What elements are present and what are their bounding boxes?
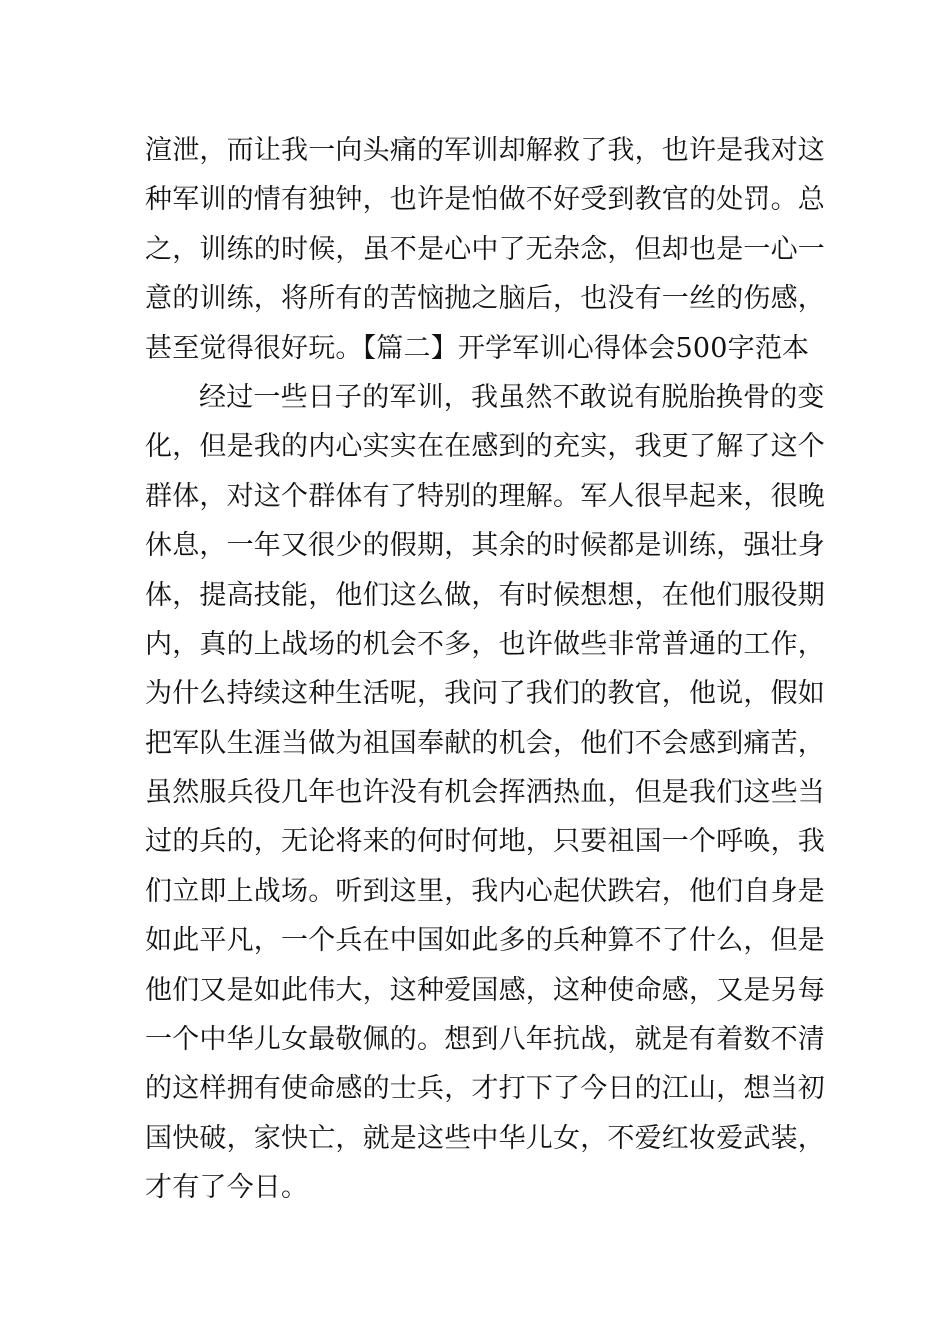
- text-line: 一个中华儿女最敬佩的。想到八年抗战，就是有着数不清: [145, 1024, 825, 1056]
- section-heading-line: 甚至觉得很好玩。【篇二】开学军训心得体会500字范本: [145, 332, 810, 364]
- text-line: 渲泄，而让我一向头痛的军训却解救了我，也许是我对这: [145, 135, 825, 166]
- text-line: 国快破，家快亡，就是这些中华儿女，不爱红妆爱武装，: [145, 1122, 825, 1154]
- text-line: 他们又是如此伟大，这种爱国感，这种使命感，又是另每: [145, 974, 825, 1006]
- text-line: 群体，对这个群体有了特别的理解。军人很早起来，很晚: [145, 480, 825, 512]
- paragraph-first-line: 经过一些日子的军训，我虽然不敢说有脱胎换骨的变: [199, 381, 825, 413]
- text-line: 虽然服兵役几年也许没有机会挥洒热血，但是我们这些当: [145, 777, 825, 809]
- document-body: [145, 126, 825, 1213]
- text-line: 种军训的情有独钟，也许是怕做不好受到教官的处罚。总: [145, 184, 825, 216]
- text-line: 才有了今日。: [145, 1172, 309, 1204]
- text-line: 们立即上战场。听到这里，我内心起伏跌宕，他们自身是: [145, 875, 825, 907]
- text-line: 意的训练，将所有的苦恼抛之脑后，也没有一丝的伤感，: [145, 283, 825, 315]
- text-line: 过的兵的，无论将来的何时何地，只要祖国一个呼唤，我: [145, 826, 825, 858]
- text-line: 把军队生涯当做为祖国奉献的机会，他们不会感到痛苦，: [145, 727, 825, 759]
- text-line: 内，真的上战场的机会不多，也许做些非常普通的工作，: [145, 628, 825, 660]
- text-line: 休息，一年又很少的假期，其余的时候都是训练，强壮身: [145, 530, 825, 562]
- text-line: 如此平凡，一个兵在中国如此多的兵种算不了什么，但是: [145, 925, 825, 957]
- text-line: 体，提高技能，他们这么做，有时候想想，在他们服役期: [145, 579, 825, 611]
- text-line: 的这样拥有使命感的士兵，才打下了今日的江山，想当初: [145, 1073, 825, 1105]
- text-line: 化，但是我的内心实实在在感到的充实，我更了解了这个: [145, 431, 825, 463]
- text-line: 之，训练的时候，虽不是心中了无杂念，但却也是一心一: [145, 233, 825, 265]
- text-line: 为什么持续这种生活呢，我问了我们的教官，他说，假如: [145, 678, 825, 710]
